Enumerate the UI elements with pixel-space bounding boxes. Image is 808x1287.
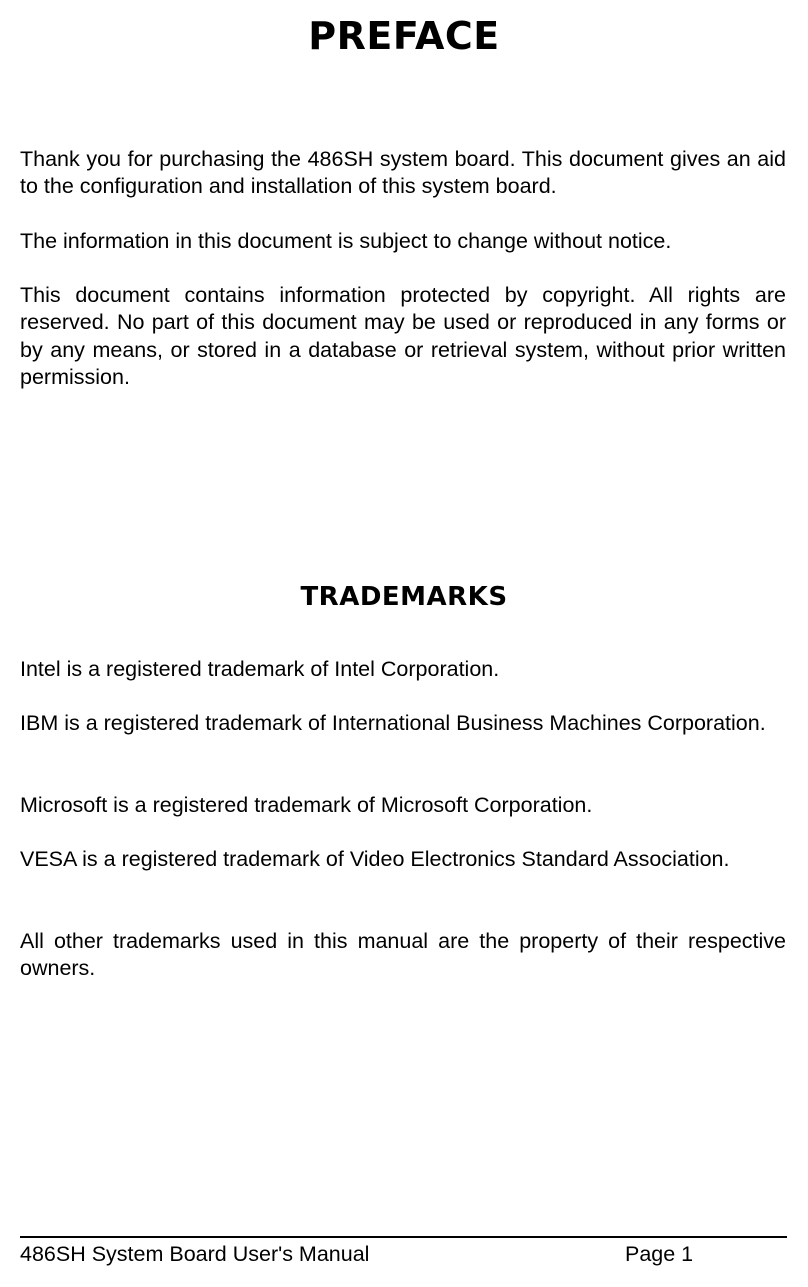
preface-heading: PREFACE xyxy=(308,14,500,58)
footer-manual-title: 486SH System Board User's Manual xyxy=(20,1242,370,1266)
trademark-paragraph: Microsoft is a registered trademark of Microsoft Corporation. xyxy=(20,793,593,817)
preface-paragraph: The information in this document is subject to change without notice. xyxy=(20,229,672,253)
trademark-paragraph: VESA is a registered trademark of Video Electronics Standard Association. xyxy=(20,847,730,871)
trademark-paragraph: IBM is a registered trademark of International Business Machines Corporation. xyxy=(20,711,766,735)
trademarks-heading: TRADEMARKS xyxy=(300,582,508,612)
footer-divider xyxy=(20,1236,787,1238)
trademark-paragraph: Intel is a registered trademark of Intel Corporation. xyxy=(20,657,500,681)
preface-paragraph: Thank you for purchasing the 486SH system board. This document gives an aid to the configuration and installation of this system board. xyxy=(20,147,786,199)
preface-paragraph: This document contains information protected by copyright. All rights are reserved. No part of this document may be used or reproduced in any forms or by any means, or stored in a database or retrieval system, without prior written permission. xyxy=(20,283,786,389)
trademark-paragraph: All other trademarks used in this manual are the property of their respective owners. xyxy=(20,929,786,981)
footer-page-number: Page 1 xyxy=(625,1242,694,1266)
